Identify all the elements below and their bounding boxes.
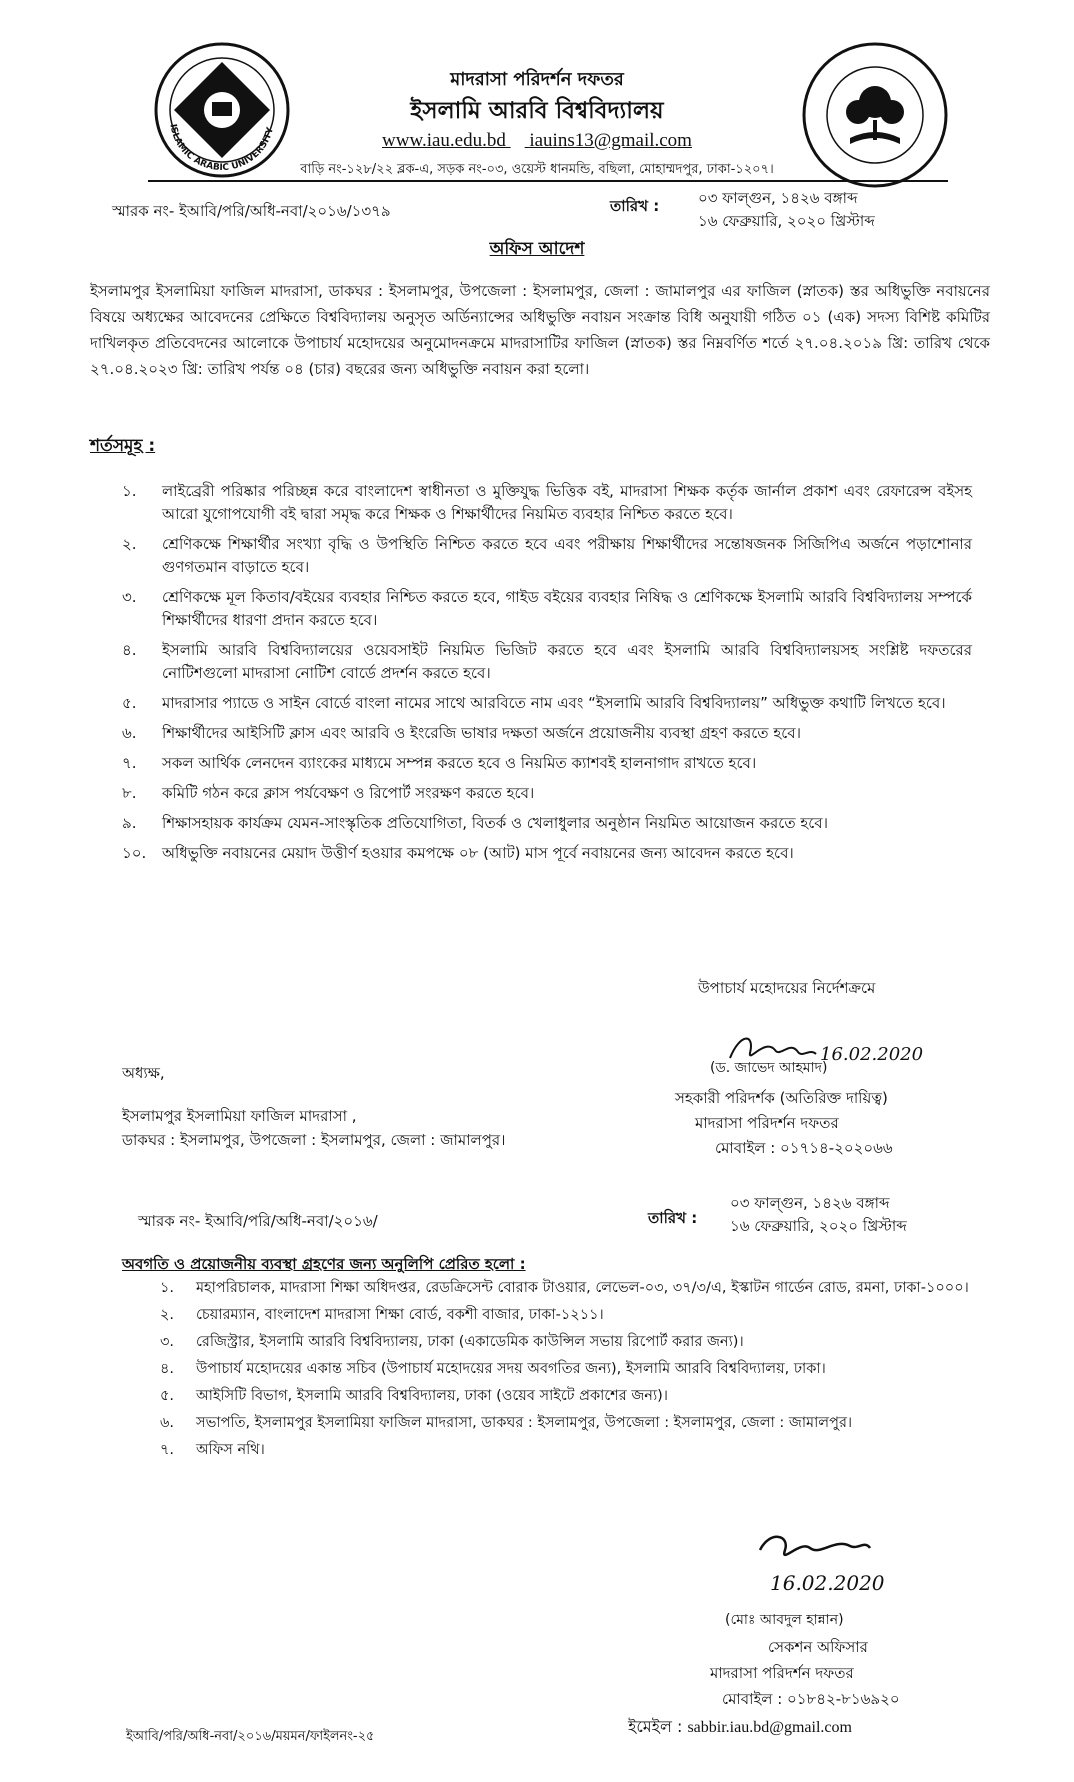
item-number: ৪. [122,641,137,659]
item-text: ইসলামি আরবি বিশ্ববিদ্যালয়ের ওয়েবসাইট নিয়মিত ভিজিট করতে হবে এবং ইসলামি আরবি বিশ্ববিদ্যালয়সহ সংশ্লিষ্ট দফতরের নোটিশগুলো মাদরাসা নোটিশ বোর্ডে প্রদর্শন করতে হবে। [162,641,972,682]
list-item [160,1412,970,1435]
item-text: লাইব্রেরী পরিষ্কার পরিচ্ছন্ন করে বাংলাদেশ স্বাধীনতা ও মুক্তিযুদ্ধ ভিত্তিক বই, মাদরাসা শিক্ষক কর্তৃক জার্নাল প্রকাশ এবং রেফারেন্স বইসহ আরো যুগোপযোগী বই দ্বারা সমৃদ্ধ করে শিক্ষক ও শিক্ষার্থীদের নিয়মিত ব্যবহার নিশ্চিত করতে হবে। [162,482,972,523]
signatory-2-title: সেকশন অফিসার [768,1638,868,1656]
date-english: ১৬ ফেব্রুয়ারি, ২০২০ খ্রিস্টাব্দ [698,212,875,230]
list-item [122,480,972,526]
list-item [160,1304,970,1327]
item-number: ৪. [160,1361,175,1377]
email-link[interactable]: iauins13@gmail.com [529,130,692,151]
date-label-2: তারিখ : [648,1209,698,1227]
list-item [122,752,972,775]
item-text: আইসিটি বিভাগ, ইসলামি আরবি বিশ্ববিদ্যালয়, ঢাকা (ওয়েব সাইটে প্রকাশের জন্য)। [196,1388,668,1404]
list-item [122,586,972,632]
date-bangla-2: ০৩ ফাল্গুন, ১৪২৬ বঙ্গাব্দ [730,1194,890,1212]
signatory-2-office: মাদরাসা পরিদর্শন দফতর [710,1664,854,1682]
item-number: ৬. [160,1415,175,1431]
svg-text:ISLAMIC ARABIC UNIVERSITY: ISLAMIC ARABIC UNIVERSITY [167,123,276,174]
conditions-heading: শর্তসমূহ : [90,436,156,456]
recipient-title: অধ্যক্ষ, [122,1064,165,1082]
signatory-phone: মোবাইল : ০১৭১৪-২০২০৬৬ [715,1139,893,1157]
list-item [122,639,972,685]
document-title: অফিস আদেশ [489,239,585,259]
signatory-2-email [628,1718,852,1737]
item-number: ২. [160,1307,175,1323]
item-number: ৩. [160,1334,175,1350]
list-item [122,812,972,835]
item-text: শিক্ষার্থীদের আইসিটি ক্লাস এবং আরবি ও ইংরেজি ভাষার দক্ষতা অর্জনে প্রয়োজনীয় ব্যবস্থা গ্রহণ করতে হবে। [162,724,801,742]
item-number: ৭. [160,1442,175,1458]
item-number: ৬. [122,724,137,742]
item-text: সকল আর্থিক লেনদেন ব্যাংকের মাধ্যমে সম্পন্ন করতে হবে ও নিয়মিত ক্যাশবই হালনাগাদ রাখতে হবে। [162,754,757,772]
item-text: অধিভুক্তি নবায়নের মেয়াদ উত্তীর্ণ হওয়ার কমপক্ষে ০৮ (আট) মাস পূর্বে নবায়নের জন্য আবেদন করতে হবে। [162,844,794,862]
memo-reference: স্মারক নং- ইআবি/পরি/অধি-নবা/২০১৬/১৩৭৯ [112,202,391,220]
item-number: ৩. [122,588,137,606]
list-item [122,782,972,805]
memo-reference-2: স্মারক নং- ইআবি/পরি/অধি-নবা/২০১৬/ [138,1212,378,1230]
list-item [160,1331,970,1354]
list-item [122,533,972,579]
signatory-2-phone: মোবাইল : ০১৮৪২-৮১৬৯২০ [722,1690,900,1708]
item-number: ১. [122,482,137,500]
signatory-2-name: (মোঃ আবদুল হান্নান) [725,1612,844,1628]
footer-reference: ইআবি/পরি/অধি-নবা/২০১৬/ময়মন/ফাইলনং-২৫ [126,1729,375,1744]
recipient-name: ইসলামপুর ইসলামিয়া ফাজিল মাদরাসা , [122,1107,357,1125]
list-item [122,722,972,745]
item-number: ৮. [122,784,137,802]
date-label: তারিখ : [610,197,660,215]
item-text: শিক্ষাসহায়ক কার্যক্রম যেমন-সাংস্কৃতিক প্রতিযোগিতা, বিতর্ক ও খেলাধুলার অনুষ্ঠান নিয়মিত আয়োজন করতে হবে। [162,814,828,832]
signatory-name: (ড. জাভেদ আহমাদ) [710,1060,828,1076]
website-link[interactable]: www.iau.edu.bd [382,130,506,151]
item-text: অফিস নথি। [196,1442,265,1458]
item-number: ৯. [122,814,137,832]
item-number: ২. [122,535,137,553]
item-text: সভাপতি, ইসলামপুর ইসলামিয়া ফাজিল মাদরাসা, ডাকঘর : ইসলামপুর, উপজেলা : ইসলামপুর, জেলা : জামালপুর। [196,1415,853,1431]
item-text: চেয়ারম্যান, বাংলাদেশ মাদরাসা শিক্ষা বোর্ড, বকশী বাজার, ঢাকা-১২১১। [196,1307,604,1323]
list-item [122,692,972,715]
item-number: ৫. [122,694,137,712]
directive-line: উপাচার্য মহোদয়ের নির্দেশক্রমে [698,979,876,997]
item-text: মাদরাসার প্যাডে ও সাইন বোর্ডে বাংলা নামের সাথে আরবিতে নাম এবং “ইসলামি আরবি বিশ্ববিদ্যালয়” অধিভুক্ত কথাটি লিখতে হবে। [162,694,946,712]
office-name: মাদরাসা পরিদর্শন দফতর [450,69,624,90]
date-english-2: ১৬ ফেব্রুয়ারি, ২০২০ খ্রিস্টাব্দ [730,1217,907,1235]
item-number: ১০. [122,844,147,862]
item-text: শ্রেণিকক্ষে মূল কিতাব/বইয়ের ব্যবহার নিশ্চিত করতে হবে, গাইড বইয়ের ব্যবহার নিষিদ্ধ ও শ্রেণিকক্ষে ইসলামি আরবি বিশ্ববিদ্যালয় সম্পর্কে শিক্ষার্থীদের ধারণা প্রদান করতে হবে। [162,588,972,629]
signatory-office: মাদরাসা পরিদর্শন দফতর [695,1114,839,1132]
list-item [160,1358,970,1381]
item-number: ৫. [160,1388,175,1404]
list-item [122,842,972,865]
item-text: শ্রেণিকক্ষে শিক্ষার্থীর সংখ্যা বৃদ্ধি ও উপস্থিতি নিশ্চিত করতে হবে এবং পরীক্ষায় শিক্ষার্থীদের সন্তোষজনক সিজিপিএ অর্জনে পড়াশোনার গুণগতমান বাড়াতে হবে। [162,535,972,576]
copies-list [160,1277,970,1466]
list-item [160,1385,970,1408]
email-label: ইমেইল : [628,1717,683,1736]
list-item [160,1277,970,1300]
item-text: উপাচার্য মহোদয়ের একান্ত সচিব (উপাচার্য মহোদয়ের সদয় অবগতির জন্য), ইসলামি আরবি বিশ্ববিদ্যালয়, ঢাকা। [196,1361,826,1377]
svg-text:16.02.2020: 16.02.2020 [820,1044,924,1065]
copy-heading: অবগতি ও প্রয়োজনীয় ব্যবস্থা গ্রহণের জন্য অনুলিপি প্রেরিত হলো : [122,1255,526,1273]
address-line: বাড়ি নং-১২৮/২২ ব্লক-এ, সড়ক নং-০৩, ওয়েস্ট ধানমন্ডি, বছিলা, মোহাম্মদপুর, ঢাকা-১২০৭। [300,162,774,177]
signatory-title: সহকারী পরিদর্শক (অতিরিক্ত দায়িত্ব) [675,1089,888,1107]
svg-text:16.02.2020: 16.02.2020 [770,1571,885,1595]
university-name: ইসলামি আরবি বিশ্ববিদ্যালয় [410,98,664,124]
item-text: রেজিস্ট্রার, ইসলামি আরবি বিশ্ববিদ্যালয়, ঢাকা (একাডেমিক কাউন্সিল সভায় রিপোর্ট করার জন্য)। [196,1334,744,1350]
list-item [160,1439,970,1462]
item-text: কমিটি গঠন করে ক্লাস পর্যবেক্ষণ ও রিপোর্ট সংরক্ষণ করতে হবে। [162,784,535,802]
recipient-address: ডাকঘর : ইসলামপুর, উপজেলা : ইসলামপুর, জেলা : জামালপুর। [122,1131,506,1149]
item-number: ৭. [122,754,137,772]
contact-line [0,130,1074,152]
item-text: মহাপরিচালক, মাদরাসা শিক্ষা অধিদপ্তর, রেডক্রিসেন্ট বোরাক টাওয়ার, লেভেল-০৩, ৩৭/৩/এ, ইস্কাটন গার্ডেন রোড, রমনা, ঢাকা-১০০০। [196,1280,969,1296]
item-number: ১. [160,1280,175,1296]
header-divider [148,180,948,182]
email-address[interactable]: sabbir.iau.bd@gmail.com [687,1719,852,1736]
conditions-list [122,480,972,872]
signature-2 [740,1530,940,1600]
intro-paragraph: ইসলামপুর ইসলামিয়া ফাজিল মাদরাসা, ডাকঘর : ইসলামপুর, উপজেলা : ইসলামপুর, জেলা : জামালপুর এর ফাজিল (স্নাতক) স্তর অধিভুক্তি নবায়নের বিষয়ে অধ্যক্ষের আবেদনের প্রেক্ষিতে বিশ্ববিদ্যালয় অনুসৃত অর্ডিন্যান্সের অধিভুক্তি নবায়ন সংক্রান্ত বিধি অনুযায়ী গঠিত ০১ (এক) সদস্য বিশিষ্ট কমিটির দাখিলকৃত প্রতিবেদনের আলোকে উপাচার্য মহোদয়ের অনুমোদনক্রমে মাদরাসাটির ফাজিল (স্নাতক) স্তর নিম্নবর্ণিত শর্তে ২৭.০৪.২০১৯ খ্রি: তারিখ থেকে ২৭.০৪.২০২৩ খ্রি: তারিখ পর্যন্ত ০৪ (চার) বছরের জন্য অধিভুক্তি নবায়ন করা হলো। [90,282,990,378]
date-bangla: ০৩ ফাল্গুন, ১৪২৬ বঙ্গাব্দ [698,189,858,207]
